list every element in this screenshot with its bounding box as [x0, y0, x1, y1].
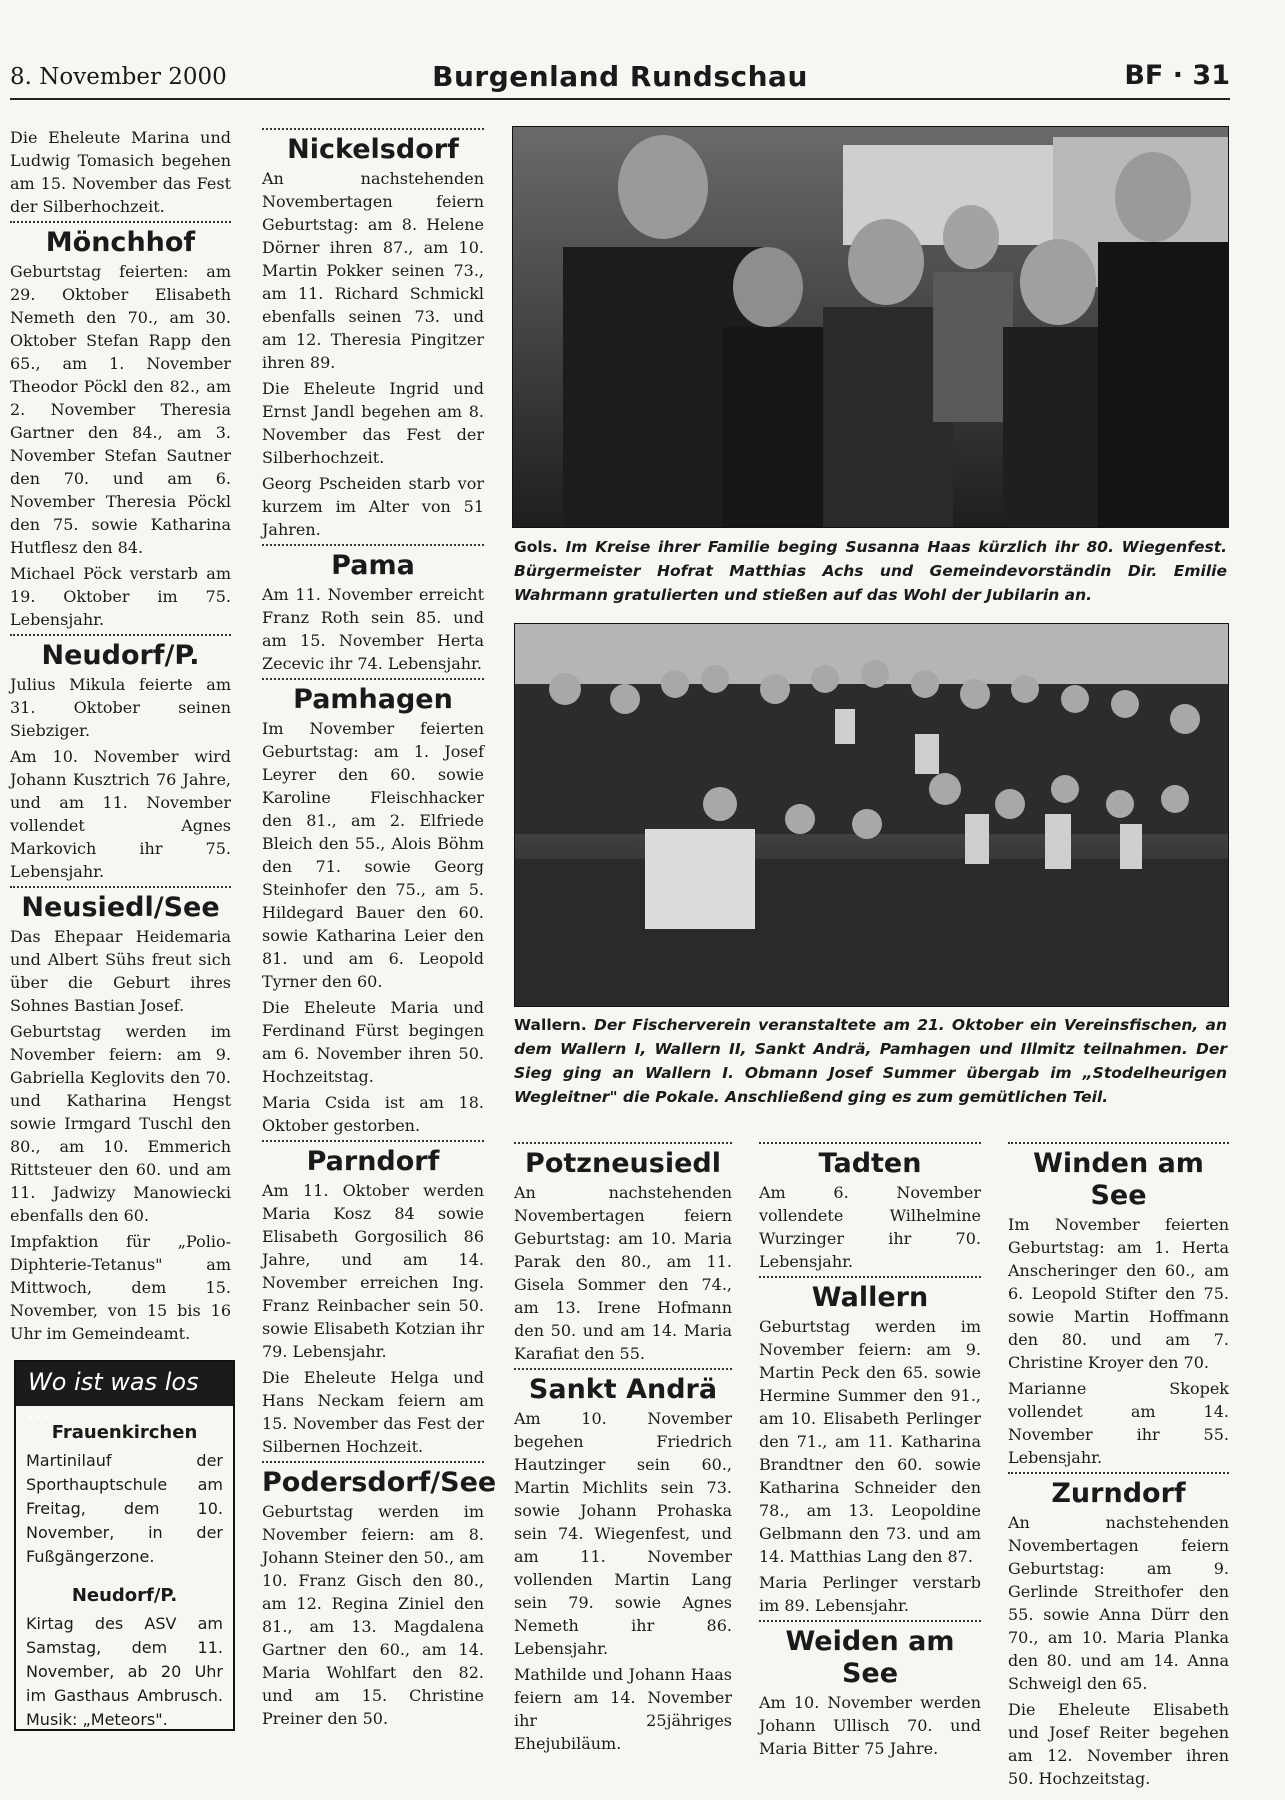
- column-5: [1008, 1140, 1229, 1788]
- article-text: Die Eheleute Helga und Hans Neckam feiern am 15. November das Fest der Silbernen Hochzeit.: [262, 1368, 484, 1456]
- section-title: Sankt Andrä: [528, 1374, 718, 1405]
- column-1: [10, 120, 231, 1350]
- section-title: Weiden am See: [785, 1626, 955, 1689]
- article-winden: [1008, 1142, 1229, 1469]
- article-pama: [262, 544, 484, 675]
- section-title: Pamhagen: [293, 684, 453, 715]
- event-place: Neudorf/P.: [71, 1585, 178, 1606]
- article-moenchhof: [10, 221, 231, 631]
- article-text: Das Ehepaar Heidemaria und Albert Sühs freut sich über die Geburt ihres Sohnes Bastian Josef.: [10, 927, 231, 1015]
- article-text: An nachstehenden Novembertagen feiern Geburtstag: am 8. Helene Dörner ihren 87., am 10. Martin Pokker seinen 73., am 11. Richard Schmickl ebenfalls seinen 73. und am 12. Theresia Pingitzer ihren 89.: [262, 169, 484, 372]
- event-text: Kirtag des ASV am Samstag, dem 11. November, ab 20 Uhr im Gasthaus Ambrusch. Musik: „Meteors".: [26, 1614, 223, 1729]
- photo-wallern: [514, 623, 1229, 1007]
- photo-gols: [512, 126, 1229, 528]
- article-text: Im November feierten Geburtstag: am 1. Josef Leyrer den 60. sowie Karoline Fleischhacker den 81., am 2. Elfriede Bleich den 55., Alois Böhm den 71. sowie Georg Steinhofer den 75., am 5. Hildegard Bauer den 60. sowie Katharina Leier den 81. und am 6. Leopold Tyrner den 60.: [262, 719, 484, 991]
- article-text: Maria Csida ist am 18. Oktober gestorben.: [262, 1093, 484, 1135]
- article-zurndorf: [1008, 1472, 1229, 1790]
- article-text: Am 10. November werden Johann Ullisch 70. und Maria Bitter 75 Jahre.: [759, 1693, 981, 1758]
- article-sankt-andrae: [514, 1368, 732, 1755]
- article-text: Am 11. Oktober werden Maria Kosz 84 sowie Elisabeth Gorgosilich 86 Jahre, und am 14. November erreichen Ing. Franz Reinbacher sein 50. sowie Elisabeth Kotzian ihr 79. Lebensjahr.: [262, 1181, 484, 1361]
- section-title: Nickelsdorf: [287, 134, 459, 165]
- article-wallern: [759, 1276, 981, 1617]
- column-3: [514, 1140, 732, 1760]
- section-title: Neudorf/P.: [41, 640, 200, 671]
- photo-wallern-caption: [514, 1013, 1227, 1109]
- article-text: Geburtstag feierten: am 29. Oktober Elisabeth Nemeth den 70., am 30. Oktober Stefan Rapp den 65., am 1. November Theodor Pöckl den 82., am 2. November Theresia Gartner den 84., am 3. November Stefan Sautner den 70. und am 6. November Theresia Pöckl den 75. sowie Katharina Hutflesz den 84.: [10, 262, 231, 557]
- article-text: Michael Pöck verstarb am 19. Oktober im 75. Lebensjahr.: [10, 564, 231, 629]
- caption-place: Wallern.: [514, 1016, 587, 1034]
- column-4: [759, 1140, 981, 1760]
- article-text: Marianne Skopek vollendet am 14. November ihr 55. Lebensjahr.: [1008, 1379, 1229, 1467]
- article-text: Mathilde und Johann Haas feiern am 14. November ihr 25jähriges Ehejubiläum.: [514, 1665, 732, 1753]
- article-text: An nachstehenden Novembertagen feiern Geburtstag: am 10. Maria Parak den 80., am 11. Gisela Sommer den 74., am 13. Irene Hofmann den 50. und am 14. Maria Karafiat den 55.: [514, 1183, 732, 1363]
- article-intro: [10, 122, 231, 218]
- section-title: Podersdorf/See: [262, 1467, 497, 1498]
- newspaper-title: Burgenland Rundschau: [432, 60, 808, 93]
- article-text: Am 11. November erreicht Franz Roth sein 85. und am 15. November Herta Zecevic ihr 74. Lebensjahr.: [262, 585, 484, 673]
- photo-gols-image: [513, 127, 1228, 527]
- events-box: [14, 1360, 235, 1731]
- event-place: Frauenkirchen: [51, 1422, 198, 1443]
- article-text: Am 10. November wird Johann Kusztrich 76 Jahre, und am 11. November vollendet Agnes Markovich ihr 75. Lebensjahr.: [10, 747, 231, 881]
- article-text: Am 6. November vollendete Wilhelmine Wurzinger ihr 70. Lebensjahr.: [759, 1183, 981, 1271]
- article-text: Die Eheleute Marina und Ludwig Tomasich begehen am 15. November das Fest der Silberhochzeit.: [10, 128, 231, 216]
- section-title: Tadten: [818, 1148, 922, 1179]
- page-number: BF · 31: [1124, 60, 1230, 91]
- article-neudorf: [10, 634, 231, 883]
- section-title: Winden am See: [1033, 1148, 1204, 1211]
- photo-gols-caption: [514, 535, 1227, 607]
- column-2: [262, 126, 497, 1746]
- article-text: An nachstehenden Novembertagen feiern Geburtstag: am 9. Gerlinde Streithofer den 55. sowie Anna Dürr den 70., am 10. Maria Planka den 80. und am 14. Anna Schweigl den 65.: [1008, 1513, 1229, 1693]
- article-text: Geburtstag werden im November feiern: am 8. Johann Steiner den 50., am 10. Franz Gisch den 80., am 12. Regina Ziniel den 81., am 13. Magdalena Gartner den 60., am 14. Maria Wohlfart den 82. und am 15. Christine Preiner den 50.: [262, 1502, 484, 1728]
- issue-date: 8. November 2000: [10, 64, 227, 90]
- article-text: Am 10. November begehen Friedrich Hautzinger sein 60., Martin Michlits sein 73. sowie Johann Prohaska sein 74. Wiegenfest, und am 11. November vollenden Martin Lang sein 79. sowie Agnes Nemeth ihr 86. Lebensjahr.: [514, 1409, 732, 1658]
- article-text: Geburtstag werden im November feiern: am 9. Martin Peck den 65. sowie Hermine Summer den 91., am 10. Elisabeth Perlinger den 71., am 11. Katharina Brandtner den 60. sowie Katharina Schneider den 78., am 13. Leopoldine Gelbmann den 73. und am 14. Matthias Lang den 87.: [759, 1317, 981, 1566]
- section-title: Parndorf: [306, 1146, 440, 1177]
- page-header: [10, 56, 1230, 100]
- events-box-title: Wo ist was los ...: [16, 1362, 233, 1406]
- article-text: Die Eheleute Ingrid und Ernst Jandl begehen am 8. November das Fest der Silberhochzeit.: [262, 379, 484, 467]
- article-text: Die Eheleute Elisabeth und Josef Reiter begehen am 12. November ihren 50. Hochzeitstag.: [1008, 1700, 1229, 1788]
- article-text: Die Eheleute Maria und Ferdinand Fürst begingen am 6. November ihren 50. Hochzeitstag.: [262, 998, 484, 1086]
- caption-place: Gols.: [514, 538, 558, 556]
- article-tadten: [759, 1142, 981, 1273]
- section-title: Potzneusiedl: [525, 1148, 721, 1179]
- photo-wallern-image: [515, 624, 1228, 1006]
- article-text: Julius Mikula feierte am 31. Oktober seinen Siebziger.: [10, 675, 231, 740]
- article-podersdorf: [262, 1461, 497, 1730]
- article-text: Maria Perlinger verstarb im 89. Lebensjahr.: [759, 1573, 981, 1615]
- article-text: Impfaktion für „Polio-Diphterie-Tetanus" am Mittwoch, dem 15. November, von 15 bis 16 Uhr im Gemeindeamt.: [10, 1232, 231, 1343]
- article-neusiedl: [10, 886, 231, 1345]
- caption-text: Der Fischerverein veranstaltete am 21. Oktober ein Vereinsfischen, an dem Wallern I, Wallern II, Sankt Andrä, Pamhagen und Illmitz teilnahmen. Der Sieg ging an Wallern I. Obmann Josef Summer übergab im „Stodelheurigen Wegleitner" die Pokale. Anschließend ging es zum gemütlichen Teil.: [514, 1016, 1227, 1106]
- event-text: Martinilauf der Sporthauptschule am Freitag, dem 10. November, in der Fußgängerzone.: [26, 1451, 223, 1566]
- article-pamhagen: [262, 678, 484, 1137]
- article-potzneusiedl: [514, 1142, 732, 1365]
- caption-text: Im Kreise ihrer Familie beging Susanna Haas kürzlich ihr 80. Wiegenfest. Bürgermeister Hofrat Matthias Achs und Gemeindevorständin Dir. Emilie Wahrmann gratulierten und stießen auf das Wohl der Jubilarin an.: [514, 538, 1227, 604]
- article-text: Georg Pscheiden starb vor kurzem im Alter von 51 Jahren.: [262, 474, 484, 539]
- section-title: Wallern: [811, 1282, 929, 1313]
- section-title: Pama: [331, 550, 415, 581]
- section-title: Neusiedl/See: [21, 892, 220, 923]
- section-title: Zurndorf: [1051, 1478, 1186, 1509]
- article-text: Im November feierten Geburtstag: am 1. Herta Anscheringer den 60., am 6. Leopold Stifter den 75. sowie Martin Hoffmann den 80. und am 7. Christine Kroyer den 70.: [1008, 1215, 1229, 1372]
- section-title: Mönchhof: [45, 227, 196, 258]
- article-nickelsdorf: [262, 128, 484, 541]
- article-text: Geburtstag werden im November feiern: am 9. Gabriella Keglovits den 70. und Katharina Hengst sowie Irmgard Tuschl den 80., am 10. Emmerich Rittsteuer den 60. und am 11. Jadwizy Manowiecki ebenfalls den 60.: [10, 1022, 231, 1225]
- article-weiden: [759, 1620, 981, 1760]
- article-parndorf: [262, 1140, 484, 1458]
